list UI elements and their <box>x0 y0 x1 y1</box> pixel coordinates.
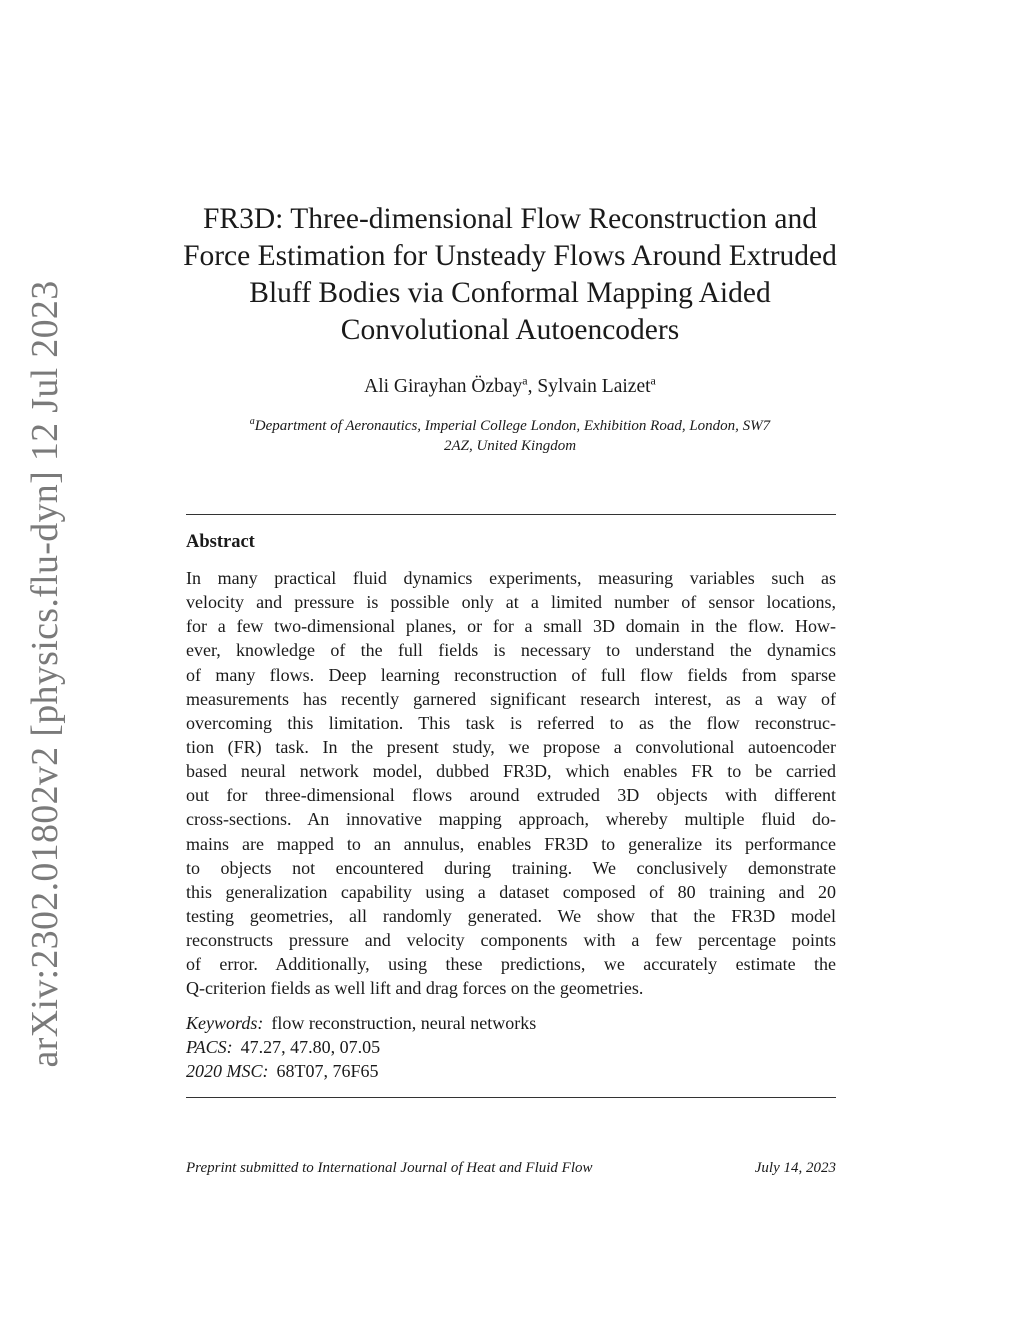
pacs-label: PACS: <box>186 1037 233 1057</box>
title-line: Convolutional Autoencoders <box>340 314 680 346</box>
paper-title <box>150 201 870 349</box>
top-divider <box>186 514 836 515</box>
msc-row <box>186 1059 536 1083</box>
abstract-line: overcoming this limitation. This task is referred to as the flow reconstruc- <box>186 712 836 733</box>
author-affiliation-mark: a <box>522 373 528 388</box>
msc-label: 2020 MSC: <box>186 1061 269 1081</box>
abstract-line: of many flows. Deep learning reconstruction of full flow fields from sparse <box>186 664 836 685</box>
abstract-line: mains are mapped to an annulus, enables FR3D to generalize its performance <box>186 833 836 854</box>
abstract-heading: Abstract <box>186 532 255 552</box>
affiliation-text: Department of Aeronautics, Imperial College London, Exhibition Road, London, SW7 <box>254 418 771 434</box>
bottom-divider <box>186 1097 836 1098</box>
author-name: Ali Girayhan Özbay <box>364 376 523 397</box>
affiliation-line <box>180 416 840 436</box>
abstract-line: reconstructs pressure and velocity components with a few percentage points <box>186 930 836 951</box>
abstract-line: out for three-dimensional flows around extruded 3D objects with different <box>186 785 836 806</box>
pacs-value: 47.27, 47.80, 07.05 <box>240 1037 381 1057</box>
affiliation-line: 2AZ, United Kingdom <box>443 438 577 454</box>
footer-date: July 14, 2023 <box>754 1160 836 1176</box>
classification-block <box>186 1011 536 1083</box>
footer-journal: Preprint submitted to International Journal of Heat and Fluid Flow <box>186 1160 593 1176</box>
pacs-row <box>186 1035 536 1059</box>
author-list <box>150 373 870 398</box>
abstract-body <box>186 566 836 1001</box>
keywords-row <box>186 1011 536 1035</box>
abstract-line: based neural network model, dubbed FR3D, which enables FR to be carried <box>186 761 836 782</box>
abstract-line: this generalization capability using a dataset composed of 80 training and 20 <box>186 881 836 902</box>
author-affiliation-mark: a <box>650 373 656 388</box>
author-name: Sylvain Laizet <box>537 376 651 397</box>
abstract-line: In many practical fluid dynamics experiments, measuring variables such as <box>186 568 836 588</box>
page-footer <box>186 1160 836 1177</box>
abstract-line: for a few two-dimensional planes, or for a small 3D domain in the flow. How- <box>186 616 836 637</box>
keywords-label: Keywords: <box>186 1013 264 1033</box>
abstract-line: cross-sections. An innovative mapping approach, whereby multiple fluid do- <box>186 809 836 830</box>
title-line: FR3D: Three-dimensional Flow Reconstruction and <box>203 203 817 235</box>
arxiv-identifier[interactable]: arXiv:2302.01802v2 [physics.flu-dyn] 12 Jul 2023 <box>24 280 66 1068</box>
abstract-line: of error. Additionally, using these predictions, we accurately estimate the <box>186 954 836 975</box>
title-line: Bluff Bodies via Conformal Mapping Aided <box>249 277 771 309</box>
abstract-line: Q-criterion fields as well lift and drag forces on the geometries. <box>186 978 644 999</box>
abstract-line: ever, knowledge of the full fields is necessary to understand the dynamics <box>186 640 836 661</box>
affiliation-mark: a <box>249 416 255 427</box>
keywords-value: flow reconstruction, neural networks <box>271 1013 537 1033</box>
affiliation <box>180 416 840 456</box>
msc-value: 68T07, 76F65 <box>276 1061 379 1081</box>
abstract-line: to objects not encountered during training. We conclusively demonstrate <box>186 857 836 878</box>
abstract-line: velocity and pressure is possible only at a limited number of sensor locations, <box>186 592 836 613</box>
abstract-line: measurements has recently garnered significant research interest, as a way of <box>186 688 836 709</box>
abstract-line: tion (FR) task. In the present study, we propose a convolutional autoencoder <box>186 736 836 757</box>
author-separator: , <box>527 376 538 397</box>
abstract-line: testing geometries, all randomly generated. We show that the FR3D model <box>186 905 836 926</box>
title-line: Force Estimation for Unsteady Flows Around Extruded <box>183 240 837 272</box>
